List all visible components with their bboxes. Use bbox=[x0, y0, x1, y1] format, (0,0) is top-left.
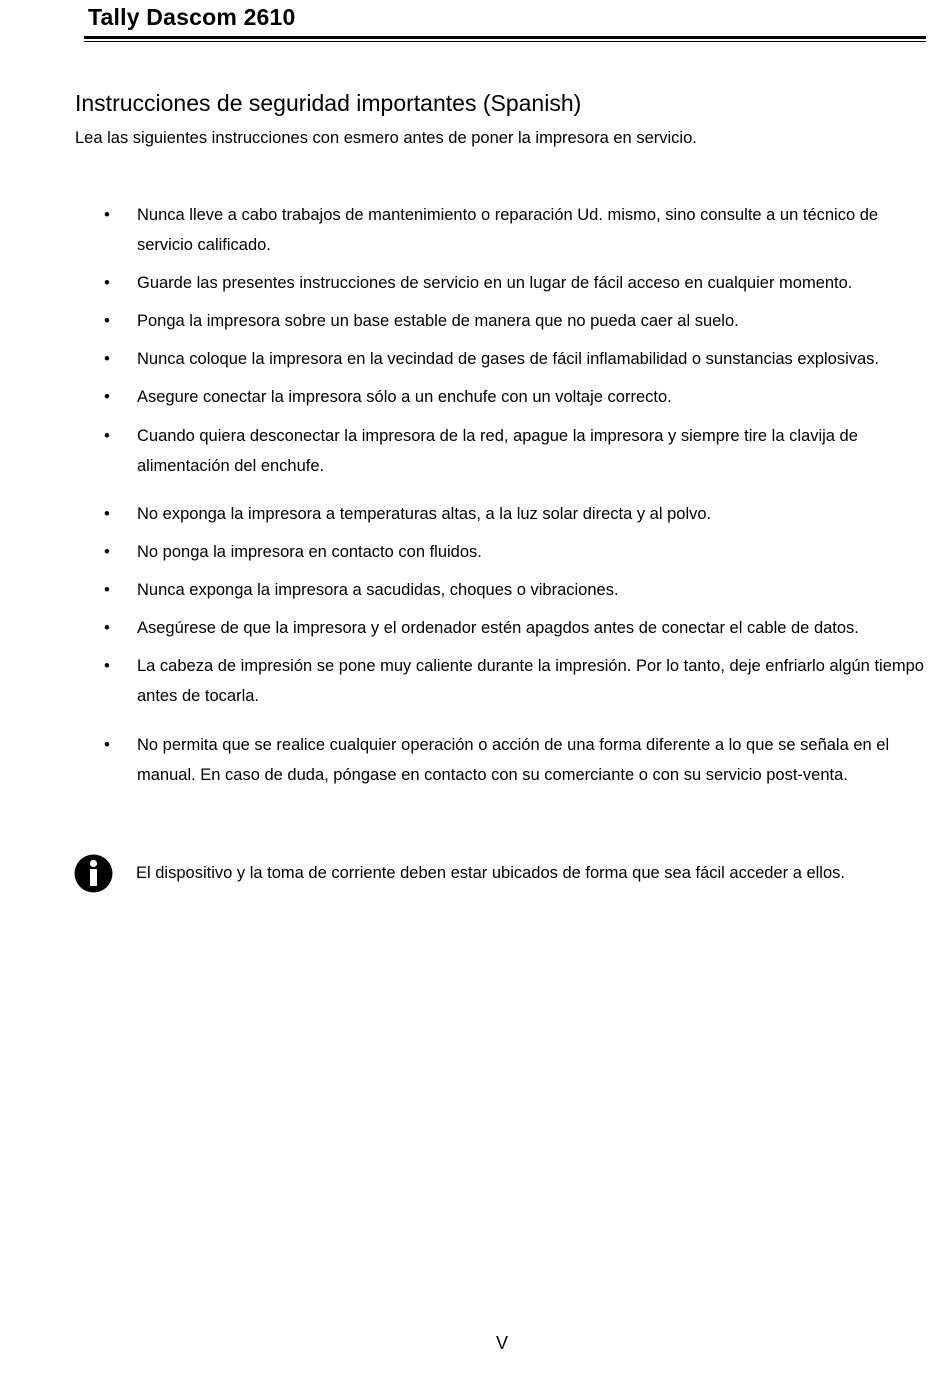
bullet-marker: • bbox=[104, 427, 110, 445]
bullet-marker: • bbox=[104, 350, 110, 368]
page-number: V bbox=[495, 1333, 508, 1353]
list-item-text: Cuando quiera desconectar la impresora de la red, apague la impresora y siempre tire la clavija de alimentación del enchufe. bbox=[137, 427, 858, 475]
list-item-text: Nunca exponga la impresora a sacudidas, choques o vibraciones. bbox=[137, 581, 619, 599]
list-item-text: Guarde las presentes instrucciones de servicio en un lugar de fácil acceso en cualquier momento. bbox=[137, 274, 853, 292]
list-item-text: Asegúrese de que la impresora y el ordenador estén apagdos antes de conectar el cable de datos. bbox=[137, 619, 859, 637]
bullet-marker: • bbox=[104, 581, 110, 599]
list-item-text: No permita que se realice cualquier operación o acción de una forma diferente a lo que se señala en el manual. En caso de duda, póngase en contacto con su comerciante o con su servicio post-venta. bbox=[137, 736, 890, 784]
bullet-marker: • bbox=[104, 736, 110, 754]
bullet-marker: • bbox=[104, 274, 110, 292]
list-item-text: No ponga la impresora en contacto con fluidos. bbox=[137, 543, 482, 561]
bullet-marker: • bbox=[104, 543, 110, 561]
bullet-marker: • bbox=[104, 657, 110, 675]
list-item-text: Nunca lleve a cabo trabajos de mantenimiento o reparación Ud. mismo, sino consulte a un técnico de servicio calificado. bbox=[137, 206, 879, 254]
list-item-text: Asegure conectar la impresora sólo a un enchufe con un voltaje correcto. bbox=[137, 388, 672, 406]
info-icon bbox=[74, 854, 113, 893]
list-item-text: La cabeza de impresión se pone muy caliente durante la impresión. Por lo tanto, deje enfriarlo algún tiempo antes de tocarla. bbox=[137, 657, 924, 705]
header-rule-thick bbox=[84, 36, 926, 39]
bullet-marker: • bbox=[104, 619, 110, 637]
document-header: Tally Dascom 2610 bbox=[88, 4, 296, 30]
bullet-marker: • bbox=[104, 505, 110, 523]
list-item-text: No exponga la impresora a temperaturas altas, a la luz solar directa y al polvo. bbox=[137, 505, 712, 523]
intro-paragraph: Lea las siguientes instrucciones con esmero antes de poner la impresora en servicio. bbox=[75, 129, 697, 147]
bullet-marker: • bbox=[104, 206, 110, 224]
info-note-text: El dispositivo y la toma de corriente deben estar ubicados de forma que sea fácil acceder a ellos. bbox=[136, 864, 845, 882]
list-item-text: Nunca coloque la impresora en la vecindad de gases de fácil inflamabilidad o sunstancias explosivas. bbox=[137, 350, 880, 368]
bullet-marker: • bbox=[104, 388, 110, 406]
bullet-marker: • bbox=[104, 312, 110, 330]
section-title: Instrucciones de seguridad importantes (Spanish) bbox=[75, 90, 582, 116]
header-rule-thin bbox=[84, 41, 926, 42]
list-item-text: Ponga la impresora sobre un base estable de manera que no pueda caer al suelo. bbox=[137, 312, 739, 330]
